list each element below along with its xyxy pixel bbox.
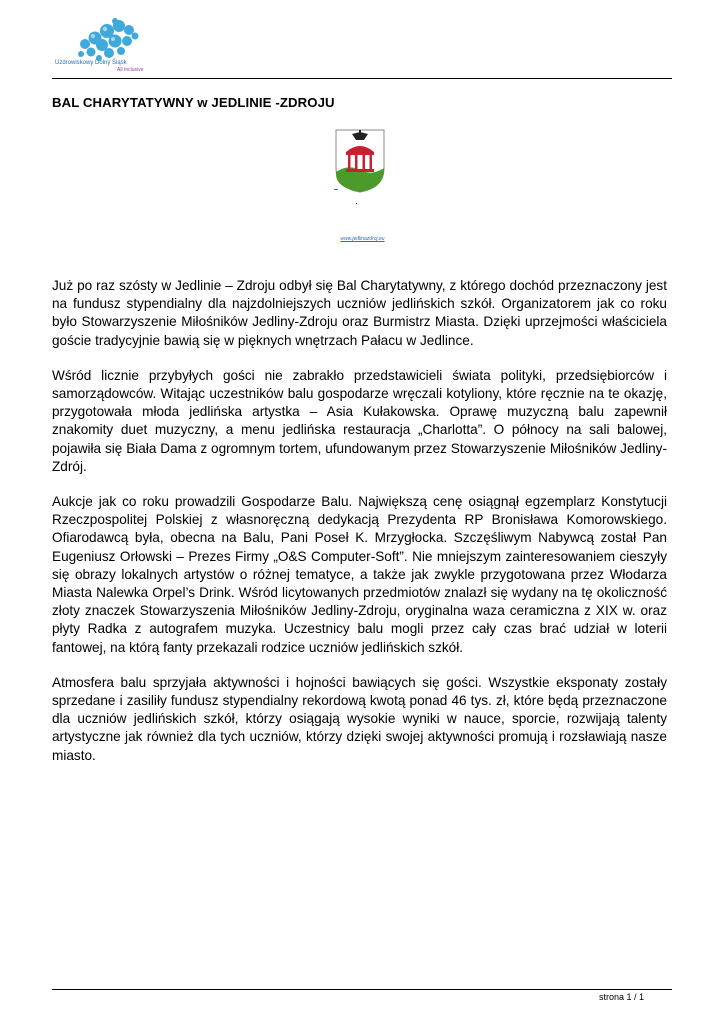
page-number: strona 1 / 1 xyxy=(598,992,644,1002)
logo-caption xyxy=(55,60,165,74)
image-link-mark[interactable] xyxy=(334,189,338,190)
article-body xyxy=(52,277,667,782)
footer-divider xyxy=(52,989,672,990)
paragraph-3: Aukcje jak co roku prowadzili Gospodarze Balu. Największą cenę osiągnął egzemplarz Konstytucji Rzeczpospolitej Polskiej z własnoręczną dedykacją Prezydenta RP Bronisława Komorowskiego. Ofiarodawcą była, obecna na Balu, Pani Poseł K. Mrzygłocka. Szczęśliwym Nabywcą został Pan Eugeniusz Orłowski – Prezes Firmy „O&S Computer-Soft”. Nie mniejszym zainteresowaniem cieszyły się obrazy lokalnych artystów o różnej tematyce, a także jak zwykle przygotowana przez Włodarza Miasta Nalewka Orpel’s Drink. Wśród licytowanych przedmiotów znalazł się wydany na tę okoliczność złoty znaczek Stowarzyszenia Miłośników Jedliny-Zdroju, oryginalna waza ceramiczna z XIX w. oraz płyty Radka z autografem muzyka. Uczestnicy balu mogli przez cały czas brać udział w loterii fantowej, na którą fanty przekazali rodzice uczniów jedlińskich szkół. xyxy=(52,494,667,655)
logo-subtext: All Inclusive xyxy=(117,67,144,73)
paragraph-4: Atmosfera balu sprzyjała aktywności i hojności bawiących się gości. Wszystkie eksponaty zostały sprzedane i zasiliły fundusz stypendialny rekordową kwotą ponad 46 tys. zł, które będą przeznaczone dla uczniów jedlińskich szkół, którzy osiągają wysokie wyniki w nauce, sporcie, rozwijają talenty artystyczne jak również dla tych uczniów, którzy dzięki swojej aktywności promują i rozsławiają nasze miasto. xyxy=(52,674,667,763)
document-title: BAL CHARYTATYWNY w JEDLINIE -ZDROJU xyxy=(52,95,335,110)
coat-of-arms-icon xyxy=(334,128,386,194)
logo-text: Uzdrowiskowy Dolny Śląsk xyxy=(55,60,127,66)
header-divider xyxy=(52,78,672,79)
source-link[interactable]: www.jedlinazdroj.eu xyxy=(340,236,385,242)
separator-dot xyxy=(356,203,357,204)
paragraph-2: Wśród licznie przybyłych gości nie zabrakło przedstawicieli świata polityki, przedsiębiorców i samorządowców. Witając uczestników balu gospodarze wręczali kotyliony, które ręcznie na te okazję, przygotowała młoda jedlińska artystka – Asia Kułakowska. Oprawę muzyczną balu zapewnił znakomity duet muzyczny, a menu jedlińska restauracja „Charlotta”. O północy na sali balowej, pojawiła się Biała Dama z ogromnym tortem, ufundowanym przez Stowarzyszenie Miłośników Jedliny-Zdrój. xyxy=(52,367,667,474)
paragraph-1: Już po raz szósty w Jedlinie – Zdroju odbył się Bal Charytatywny, z którego dochód przeznaczony jest na fundusz stypendialny dla najzdolniejszych uczniów jedlińskich szkół. Organizatorem jak co roku było Stowarzyszenie Miłośników Jedliny-Zdroju oraz Burmistrz Miasta. Dzięki uprzejmości właściciela goście tradycyjnie bawią się w pięknych wnętrzach Pałacu w Jedlince. xyxy=(52,278,667,348)
